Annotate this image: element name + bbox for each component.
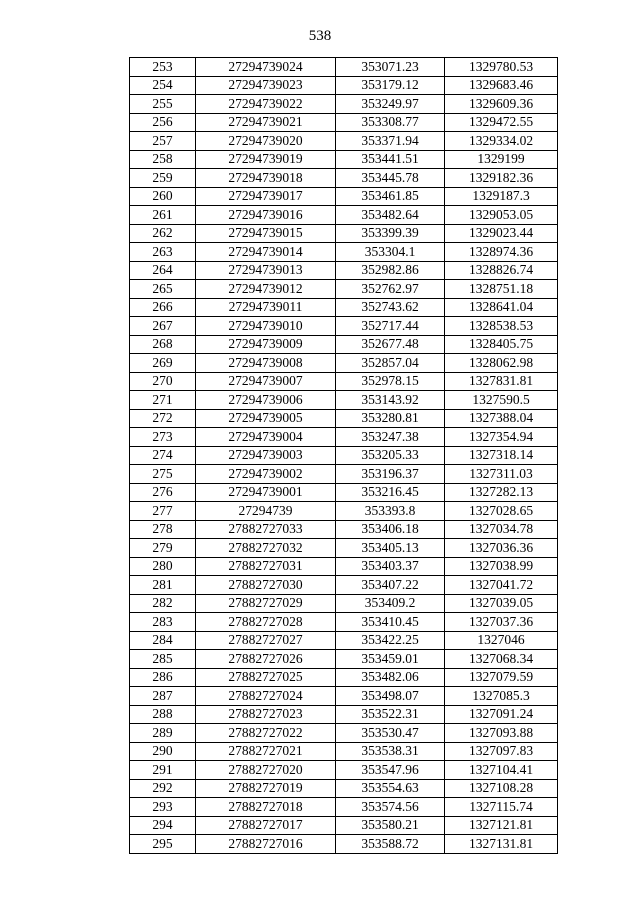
row-index-cell: 294	[130, 816, 196, 835]
point-id-cell: 27294739015	[196, 224, 336, 243]
point-id-cell: 27294739011	[196, 298, 336, 317]
x-coordinate-cell: 353574.56	[336, 798, 445, 817]
x-coordinate-cell: 353280.81	[336, 409, 445, 428]
table-row	[130, 520, 558, 539]
row-index-cell: 295	[130, 835, 196, 854]
table-row	[130, 428, 558, 447]
row-index-cell: 268	[130, 335, 196, 354]
y-coordinate-cell: 1327282.13	[445, 483, 558, 502]
point-id-cell: 27294739024	[196, 58, 336, 77]
row-index-cell: 254	[130, 76, 196, 95]
point-id-cell: 27294739014	[196, 243, 336, 262]
point-id-cell: 27294739	[196, 502, 336, 521]
y-coordinate-cell: 1329023.44	[445, 224, 558, 243]
y-coordinate-cell: 1328974.36	[445, 243, 558, 262]
row-index-cell: 281	[130, 576, 196, 595]
row-index-cell: 267	[130, 317, 196, 336]
table-row	[130, 409, 558, 428]
x-coordinate-cell: 353399.39	[336, 224, 445, 243]
y-coordinate-cell: 1329683.46	[445, 76, 558, 95]
point-id-cell: 27294739006	[196, 391, 336, 410]
table-row	[130, 687, 558, 706]
table-row	[130, 243, 558, 262]
x-coordinate-cell: 353482.64	[336, 206, 445, 225]
point-id-cell: 27882727026	[196, 650, 336, 669]
point-id-cell: 27882727020	[196, 761, 336, 780]
y-coordinate-cell: 1328062.98	[445, 354, 558, 373]
y-coordinate-cell: 1327093.88	[445, 724, 558, 743]
y-coordinate-cell: 1327037.36	[445, 613, 558, 632]
point-id-cell: 27882727024	[196, 687, 336, 706]
point-id-cell: 27882727030	[196, 576, 336, 595]
table-row	[130, 594, 558, 613]
table-row	[130, 705, 558, 724]
row-index-cell: 289	[130, 724, 196, 743]
row-index-cell: 277	[130, 502, 196, 521]
row-index-cell: 271	[130, 391, 196, 410]
table-row	[130, 576, 558, 595]
x-coordinate-cell: 352857.04	[336, 354, 445, 373]
x-coordinate-cell: 353405.13	[336, 539, 445, 558]
row-index-cell: 257	[130, 132, 196, 151]
point-id-cell: 27882727029	[196, 594, 336, 613]
row-index-cell: 255	[130, 95, 196, 114]
row-index-cell: 265	[130, 280, 196, 299]
point-id-cell: 27294739010	[196, 317, 336, 336]
point-id-cell: 27294739008	[196, 354, 336, 373]
x-coordinate-cell: 353407.22	[336, 576, 445, 595]
table-row	[130, 816, 558, 835]
y-coordinate-cell: 1329187.3	[445, 187, 558, 206]
point-id-cell: 27294739009	[196, 335, 336, 354]
x-coordinate-cell: 353143.92	[336, 391, 445, 410]
y-coordinate-cell: 1327354.94	[445, 428, 558, 447]
x-coordinate-cell: 353554.63	[336, 779, 445, 798]
x-coordinate-cell: 353482.06	[336, 668, 445, 687]
x-coordinate-cell: 353308.77	[336, 113, 445, 132]
y-coordinate-cell: 1328751.18	[445, 280, 558, 299]
table-row	[130, 483, 558, 502]
row-index-cell: 283	[130, 613, 196, 632]
point-id-cell: 27294739012	[196, 280, 336, 299]
x-coordinate-cell: 353196.37	[336, 465, 445, 484]
y-coordinate-cell: 1328538.53	[445, 317, 558, 336]
table-row	[130, 613, 558, 632]
x-coordinate-cell: 353247.38	[336, 428, 445, 447]
x-coordinate-cell: 352677.48	[336, 335, 445, 354]
row-index-cell: 286	[130, 668, 196, 687]
y-coordinate-cell: 1328641.04	[445, 298, 558, 317]
point-id-cell: 27882727028	[196, 613, 336, 632]
x-coordinate-cell: 353580.21	[336, 816, 445, 835]
row-index-cell: 280	[130, 557, 196, 576]
x-coordinate-cell: 352978.15	[336, 372, 445, 391]
point-id-cell: 27294739019	[196, 150, 336, 169]
x-coordinate-cell: 353445.78	[336, 169, 445, 188]
y-coordinate-cell: 1328405.75	[445, 335, 558, 354]
table-row	[130, 557, 558, 576]
x-coordinate-cell: 353393.8	[336, 502, 445, 521]
row-index-cell: 276	[130, 483, 196, 502]
x-coordinate-cell: 353498.07	[336, 687, 445, 706]
y-coordinate-cell: 1327318.14	[445, 446, 558, 465]
y-coordinate-cell: 1327079.59	[445, 668, 558, 687]
x-coordinate-cell: 353410.45	[336, 613, 445, 632]
y-coordinate-cell: 1327028.65	[445, 502, 558, 521]
table-row	[130, 113, 558, 132]
point-id-cell: 27294739022	[196, 95, 336, 114]
point-id-cell: 27882727027	[196, 631, 336, 650]
point-id-cell: 27294739016	[196, 206, 336, 225]
table-row	[130, 187, 558, 206]
table-row	[130, 650, 558, 669]
point-id-cell: 27294739005	[196, 409, 336, 428]
table-row	[130, 631, 558, 650]
row-index-cell: 260	[130, 187, 196, 206]
y-coordinate-cell: 1327046	[445, 631, 558, 650]
table-row	[130, 354, 558, 373]
row-index-cell: 275	[130, 465, 196, 484]
table-row	[130, 95, 558, 114]
y-coordinate-cell: 1329780.53	[445, 58, 558, 77]
point-id-cell: 27882727022	[196, 724, 336, 743]
row-index-cell: 263	[130, 243, 196, 262]
row-index-cell: 290	[130, 742, 196, 761]
row-index-cell: 272	[130, 409, 196, 428]
point-id-cell: 27882727017	[196, 816, 336, 835]
x-coordinate-cell: 353530.47	[336, 724, 445, 743]
row-index-cell: 293	[130, 798, 196, 817]
x-coordinate-cell: 353588.72	[336, 835, 445, 854]
table-row	[130, 668, 558, 687]
row-index-cell: 264	[130, 261, 196, 280]
y-coordinate-cell: 1327388.04	[445, 409, 558, 428]
x-coordinate-cell: 353205.33	[336, 446, 445, 465]
x-coordinate-cell: 353403.37	[336, 557, 445, 576]
table-row	[130, 58, 558, 77]
y-coordinate-cell: 1327085.3	[445, 687, 558, 706]
table-row	[130, 261, 558, 280]
y-coordinate-cell: 1329199	[445, 150, 558, 169]
y-coordinate-cell: 1327831.81	[445, 372, 558, 391]
point-id-cell: 27294739004	[196, 428, 336, 447]
x-coordinate-cell: 352762.97	[336, 280, 445, 299]
x-coordinate-cell: 353547.96	[336, 761, 445, 780]
point-id-cell: 27294739002	[196, 465, 336, 484]
row-index-cell: 285	[130, 650, 196, 669]
y-coordinate-cell: 1329334.02	[445, 132, 558, 151]
table-row	[130, 317, 558, 336]
coordinates-table-body	[130, 58, 558, 854]
row-index-cell: 253	[130, 58, 196, 77]
y-coordinate-cell: 1329472.55	[445, 113, 558, 132]
table-row	[130, 539, 558, 558]
x-coordinate-cell: 353071.23	[336, 58, 445, 77]
y-coordinate-cell: 1327121.81	[445, 816, 558, 835]
table-row	[130, 798, 558, 817]
point-id-cell: 27294739018	[196, 169, 336, 188]
row-index-cell: 273	[130, 428, 196, 447]
y-coordinate-cell: 1327131.81	[445, 835, 558, 854]
row-index-cell: 259	[130, 169, 196, 188]
row-index-cell: 284	[130, 631, 196, 650]
point-id-cell: 27294739001	[196, 483, 336, 502]
table-row	[130, 150, 558, 169]
point-id-cell: 27882727023	[196, 705, 336, 724]
row-index-cell: 279	[130, 539, 196, 558]
row-index-cell: 256	[130, 113, 196, 132]
table-row	[130, 169, 558, 188]
y-coordinate-cell: 1327590.5	[445, 391, 558, 410]
point-id-cell: 27294739007	[196, 372, 336, 391]
row-index-cell: 274	[130, 446, 196, 465]
y-coordinate-cell: 1327091.24	[445, 705, 558, 724]
y-coordinate-cell: 1329182.36	[445, 169, 558, 188]
point-id-cell: 27882727021	[196, 742, 336, 761]
table-row	[130, 465, 558, 484]
table-row	[130, 391, 558, 410]
table-row	[130, 224, 558, 243]
x-coordinate-cell: 353522.31	[336, 705, 445, 724]
y-coordinate-cell: 1327104.41	[445, 761, 558, 780]
row-index-cell: 282	[130, 594, 196, 613]
row-index-cell: 261	[130, 206, 196, 225]
table-row	[130, 76, 558, 95]
y-coordinate-cell: 1328826.74	[445, 261, 558, 280]
row-index-cell: 266	[130, 298, 196, 317]
point-id-cell: 27294739013	[196, 261, 336, 280]
page-number: 538	[308, 28, 332, 44]
y-coordinate-cell: 1327034.78	[445, 520, 558, 539]
table-row	[130, 206, 558, 225]
x-coordinate-cell: 353371.94	[336, 132, 445, 151]
y-coordinate-cell: 1327038.99	[445, 557, 558, 576]
table-row	[130, 335, 558, 354]
point-id-cell: 27294739020	[196, 132, 336, 151]
y-coordinate-cell: 1327311.03	[445, 465, 558, 484]
row-index-cell: 262	[130, 224, 196, 243]
point-id-cell: 27882727016	[196, 835, 336, 854]
table-row	[130, 372, 558, 391]
table-row	[130, 502, 558, 521]
x-coordinate-cell: 353459.01	[336, 650, 445, 669]
x-coordinate-cell: 353216.45	[336, 483, 445, 502]
row-index-cell: 291	[130, 761, 196, 780]
point-id-cell: 27882727032	[196, 539, 336, 558]
row-index-cell: 278	[130, 520, 196, 539]
x-coordinate-cell: 353422.25	[336, 631, 445, 650]
table-row	[130, 779, 558, 798]
point-id-cell: 27882727031	[196, 557, 336, 576]
point-id-cell: 27882727019	[196, 779, 336, 798]
y-coordinate-cell: 1327036.36	[445, 539, 558, 558]
y-coordinate-cell: 1327097.83	[445, 742, 558, 761]
row-index-cell: 288	[130, 705, 196, 724]
row-index-cell: 292	[130, 779, 196, 798]
table-row	[130, 761, 558, 780]
table-row	[130, 280, 558, 299]
point-id-cell: 27882727033	[196, 520, 336, 539]
y-coordinate-cell: 1329053.05	[445, 206, 558, 225]
y-coordinate-cell: 1327115.74	[445, 798, 558, 817]
table-row	[130, 132, 558, 151]
table-row	[130, 742, 558, 761]
point-id-cell: 27882727025	[196, 668, 336, 687]
x-coordinate-cell: 353409.2	[336, 594, 445, 613]
coordinates-table	[129, 57, 558, 854]
x-coordinate-cell: 353461.85	[336, 187, 445, 206]
y-coordinate-cell: 1329609.36	[445, 95, 558, 114]
point-id-cell: 27294739021	[196, 113, 336, 132]
x-coordinate-cell: 352717.44	[336, 317, 445, 336]
point-id-cell: 27882727018	[196, 798, 336, 817]
x-coordinate-cell: 353406.18	[336, 520, 445, 539]
point-id-cell: 27294739017	[196, 187, 336, 206]
point-id-cell: 27294739023	[196, 76, 336, 95]
table-row	[130, 298, 558, 317]
x-coordinate-cell: 353179.12	[336, 76, 445, 95]
row-index-cell: 258	[130, 150, 196, 169]
row-index-cell: 269	[130, 354, 196, 373]
x-coordinate-cell: 353538.31	[336, 742, 445, 761]
table-row	[130, 446, 558, 465]
row-index-cell: 270	[130, 372, 196, 391]
x-coordinate-cell: 352743.62	[336, 298, 445, 317]
table-row	[130, 835, 558, 854]
y-coordinate-cell: 1327041.72	[445, 576, 558, 595]
point-id-cell: 27294739003	[196, 446, 336, 465]
x-coordinate-cell: 352982.86	[336, 261, 445, 280]
y-coordinate-cell: 1327108.28	[445, 779, 558, 798]
x-coordinate-cell: 353249.97	[336, 95, 445, 114]
y-coordinate-cell: 1327068.34	[445, 650, 558, 669]
y-coordinate-cell: 1327039.05	[445, 594, 558, 613]
table-row	[130, 724, 558, 743]
row-index-cell: 287	[130, 687, 196, 706]
x-coordinate-cell: 353441.51	[336, 150, 445, 169]
x-coordinate-cell: 353304.1	[336, 243, 445, 262]
